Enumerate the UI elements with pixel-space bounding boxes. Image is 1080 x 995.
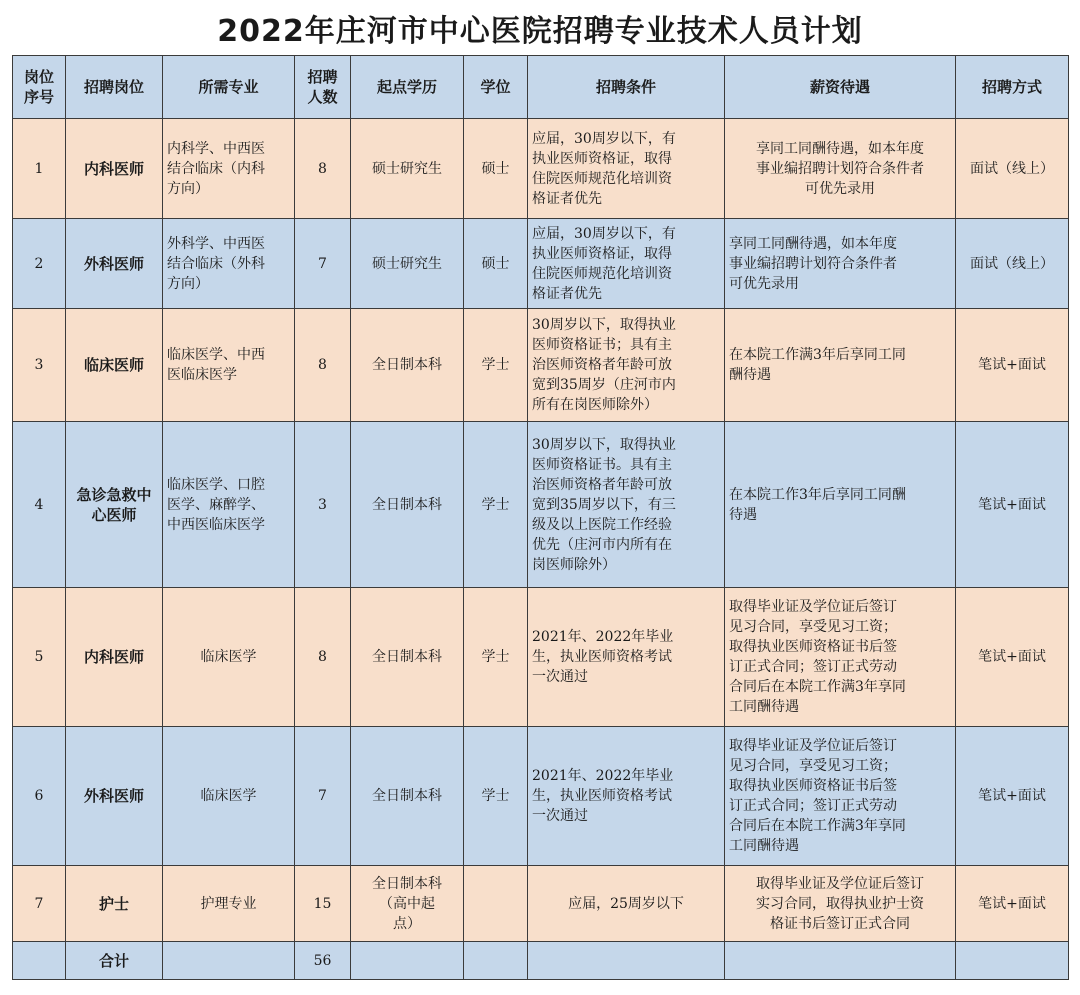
- table-row: [13, 588, 1069, 727]
- cell-method: 笔试+面试: [956, 866, 1069, 942]
- table-row: [13, 727, 1069, 866]
- table-row: [13, 422, 1069, 588]
- cell-conditions: 2021年、2022年毕业 生，执业医师资格考试 一次通过: [528, 727, 725, 866]
- table-row: [13, 119, 1069, 219]
- cell-major: 临床医学、中西 医临床医学: [163, 309, 295, 422]
- total-empty-cell: [13, 942, 66, 980]
- cell-degree: 硕士: [464, 219, 528, 309]
- cell-count: 3: [295, 422, 351, 588]
- cell-degree: 硕士: [464, 119, 528, 219]
- cell-conditions: 应届，25周岁以下: [528, 866, 725, 942]
- header-degree: 学位: [464, 56, 528, 119]
- table-row: [13, 309, 1069, 422]
- cell-count: 7: [295, 727, 351, 866]
- header-conditions: 招聘条件: [528, 56, 725, 119]
- header-salary: 薪资待遇: [725, 56, 956, 119]
- cell-education: 全日制本科: [351, 309, 464, 422]
- cell-salary: 享同工同酬待遇，如本年度 事业编招聘计划符合条件者 可优先录用: [725, 219, 956, 309]
- cell-position: 急诊急救中 心医师: [66, 422, 163, 588]
- cell-salary: 享同工同酬待遇，如本年度 事业编招聘计划符合条件者 可优先录用: [725, 119, 956, 219]
- cell-major: 临床医学、口腔 医学、麻醉学、 中西医临床医学: [163, 422, 295, 588]
- total-empty-cell: [464, 942, 528, 980]
- cell-conditions: 应届，30周岁以下，有 执业医师资格证，取得 住院医师规范化培训资 格证者优先: [528, 119, 725, 219]
- recruitment-table: [12, 55, 1069, 980]
- cell-seq: 5: [13, 588, 66, 727]
- cell-method: 面试（线上）: [956, 119, 1069, 219]
- page-title: 2022年庄河市中心医院招聘专业技术人员计划: [217, 13, 863, 49]
- cell-seq: 6: [13, 727, 66, 866]
- cell-method: 笔试+面试: [956, 588, 1069, 727]
- cell-salary: 取得毕业证及学位证后签订 实习合同，取得执业护士资 格证书后签订正式合同: [725, 866, 956, 942]
- cell-education: 硕士研究生: [351, 219, 464, 309]
- cell-position: 内科医师: [66, 119, 163, 219]
- cell-education: 全日制本科: [351, 727, 464, 866]
- cell-education: 硕士研究生: [351, 119, 464, 219]
- table-header-row: [13, 56, 1069, 119]
- cell-degree: 学士: [464, 588, 528, 727]
- cell-degree: 学士: [464, 727, 528, 866]
- cell-salary: 取得毕业证及学位证后签订 见习合同，享受见习工资； 取得执业医师资格证书后签 订正式合同；签订正式劳动 合同后在本院工作满3年享同 工同酬待遇: [725, 727, 956, 866]
- total-row: [13, 942, 1069, 980]
- cell-salary: 在本院工作满3年后享同工同 酬待遇: [725, 309, 956, 422]
- cell-method: 笔试+面试: [956, 727, 1069, 866]
- cell-position: 内科医师: [66, 588, 163, 727]
- total-empty-cell: [528, 942, 725, 980]
- cell-major: 内科学、中西医 结合临床（内科 方向）: [163, 119, 295, 219]
- cell-conditions: 应届，30周岁以下，有 执业医师资格证，取得 住院医师规范化培训资 格证者优先: [528, 219, 725, 309]
- cell-seq: 2: [13, 219, 66, 309]
- header-count: 招聘 人数: [295, 56, 351, 119]
- total-empty-cell: [725, 942, 956, 980]
- cell-education: 全日制本科: [351, 588, 464, 727]
- header-major: 所需专业: [163, 56, 295, 119]
- cell-conditions: 30周岁以下，取得执业 医师资格证书；具有主 治医师资格者年龄可放 宽到35周岁（庄河市内 所有在岗医师除外）: [528, 309, 725, 422]
- total-label: 合计: [66, 942, 163, 980]
- cell-salary: 取得毕业证及学位证后签订 见习合同，享受见习工资； 取得执业医师资格证书后签 订正式合同；签订正式劳动 合同后在本院工作满3年享同 工同酬待遇: [725, 588, 956, 727]
- cell-count: 8: [295, 119, 351, 219]
- cell-seq: 1: [13, 119, 66, 219]
- total-empty-cell: [351, 942, 464, 980]
- cell-method: 笔试+面试: [956, 309, 1069, 422]
- cell-position: 护士: [66, 866, 163, 942]
- cell-count: 7: [295, 219, 351, 309]
- cell-method: 笔试+面试: [956, 422, 1069, 588]
- cell-major: 临床医学: [163, 588, 295, 727]
- cell-major: 护理专业: [163, 866, 295, 942]
- cell-count: 15: [295, 866, 351, 942]
- cell-position: 外科医师: [66, 727, 163, 866]
- total-empty-cell: [956, 942, 1069, 980]
- header-education: 起点学历: [351, 56, 464, 119]
- cell-major: 临床医学: [163, 727, 295, 866]
- table-row: [13, 219, 1069, 309]
- cell-method: 面试（线上）: [956, 219, 1069, 309]
- cell-position: 临床医师: [66, 309, 163, 422]
- cell-education: 全日制本科 （高中起 点）: [351, 866, 464, 942]
- cell-education: 全日制本科: [351, 422, 464, 588]
- cell-major: 外科学、中西医 结合临床（外科 方向）: [163, 219, 295, 309]
- cell-conditions: 30周岁以下，取得执业 医师资格证书。具有主 治医师资格者年龄可放 宽到35周岁以下，有三 级及以上医院工作经验 优先（庄河市内所有在 岗医师除外）: [528, 422, 725, 588]
- cell-seq: 4: [13, 422, 66, 588]
- cell-count: 8: [295, 588, 351, 727]
- header-position: 招聘岗位: [66, 56, 163, 119]
- table-row: [13, 866, 1069, 942]
- cell-conditions: 2021年、2022年毕业 生，执业医师资格考试 一次通过: [528, 588, 725, 727]
- total-count: 56: [295, 942, 351, 980]
- header-method: 招聘方式: [956, 56, 1069, 119]
- header-seq: 岗位 序号: [13, 56, 66, 119]
- total-empty-cell: [163, 942, 295, 980]
- cell-degree: [464, 866, 528, 942]
- cell-position: 外科医师: [66, 219, 163, 309]
- cell-salary: 在本院工作3年后享同工同酬 待遇: [725, 422, 956, 588]
- cell-seq: 7: [13, 866, 66, 942]
- cell-seq: 3: [13, 309, 66, 422]
- cell-degree: 学士: [464, 422, 528, 588]
- cell-degree: 学士: [464, 309, 528, 422]
- cell-count: 8: [295, 309, 351, 422]
